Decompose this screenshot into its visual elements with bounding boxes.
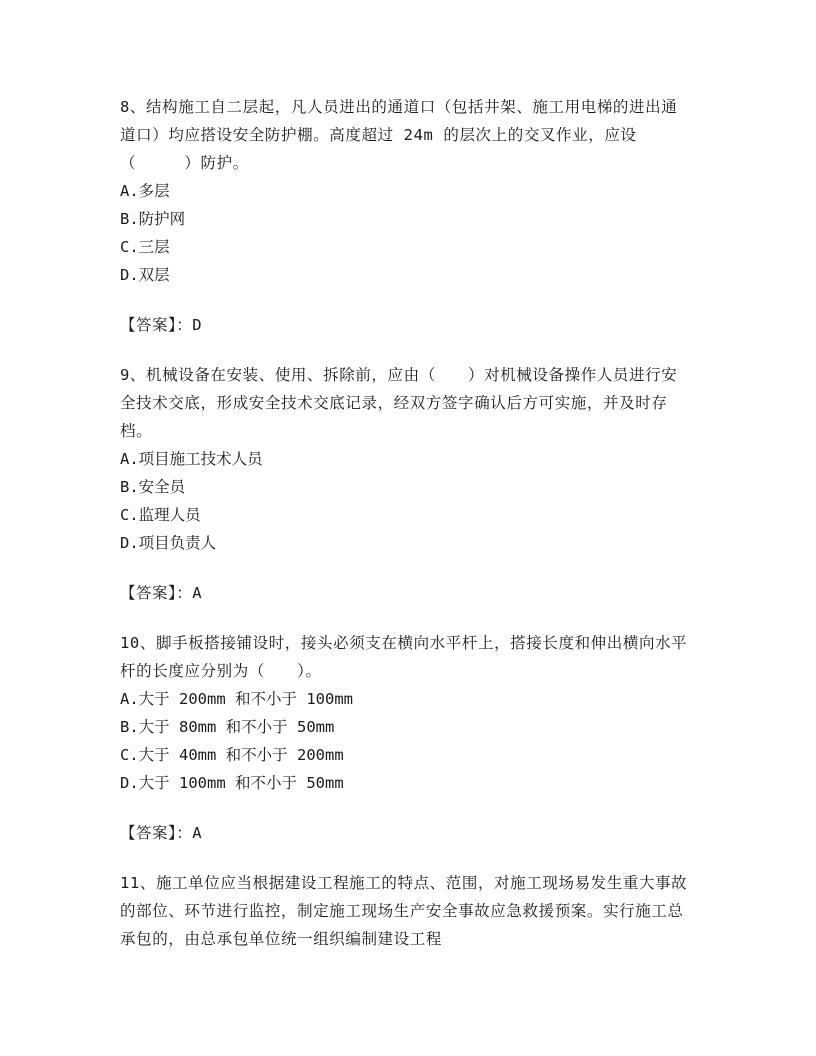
answer-label: 【答案】：D — [120, 316, 203, 334]
option-d: D.大于 100mm 和不小于 50mm — [120, 774, 344, 792]
question-8 — [120, 93, 692, 361]
option-d: D.双层 — [120, 266, 170, 284]
document-body — [120, 93, 692, 953]
question-stem: 8、结构施工自二层起，凡人员进出的通道口（包括井架、施工用电梯的进出通道口）均应搭设安全防护棚。高度超过 24m 的层次上的交叉作业，应设（ ）防护。 — [120, 98, 678, 172]
option-c: C.监理人员 — [120, 506, 201, 524]
option-a: A.项目施工技术人员 — [120, 450, 263, 468]
question-10 — [120, 629, 692, 869]
question-stem: 9、机械设备在安装、使用、拆除前，应由（ ）对机械设备操作人员进行安全技术交底，形成安全技术交底记录，经双方签字确认后方可实施，并及时存档。 — [120, 366, 678, 440]
question-stem: 10、脚手板搭接铺设时，接头必须支在横向水平杆上，搭接长度和伸出横向水平杆的长度应分别为（ ）。 — [120, 634, 688, 680]
option-c: C.大于 40mm 和不小于 200mm — [120, 746, 344, 764]
option-b: B.大于 80mm 和不小于 50mm — [120, 718, 335, 736]
question-stem: 11、施工单位应当根据建设工程施工的特点、范围，对施工现场易发生重大事故的部位、环节进行监控，制定施工现场生产安全事故应急救援预案。实行施工总承包的，由总承包单位统一组织编制建设工程 — [120, 874, 688, 948]
option-b: B.防护网 — [120, 210, 186, 228]
question-11 — [120, 869, 692, 953]
option-a: A.多层 — [120, 182, 170, 200]
question-9 — [120, 361, 692, 629]
option-a: A.大于 200mm 和不小于 100mm — [120, 690, 353, 708]
option-d: D.项目负责人 — [120, 534, 217, 552]
option-b: B.安全员 — [120, 478, 186, 496]
answer-label: 【答案】：A — [120, 824, 203, 842]
answer-label: 【答案】：A — [120, 584, 203, 602]
option-c: C.三层 — [120, 238, 170, 256]
